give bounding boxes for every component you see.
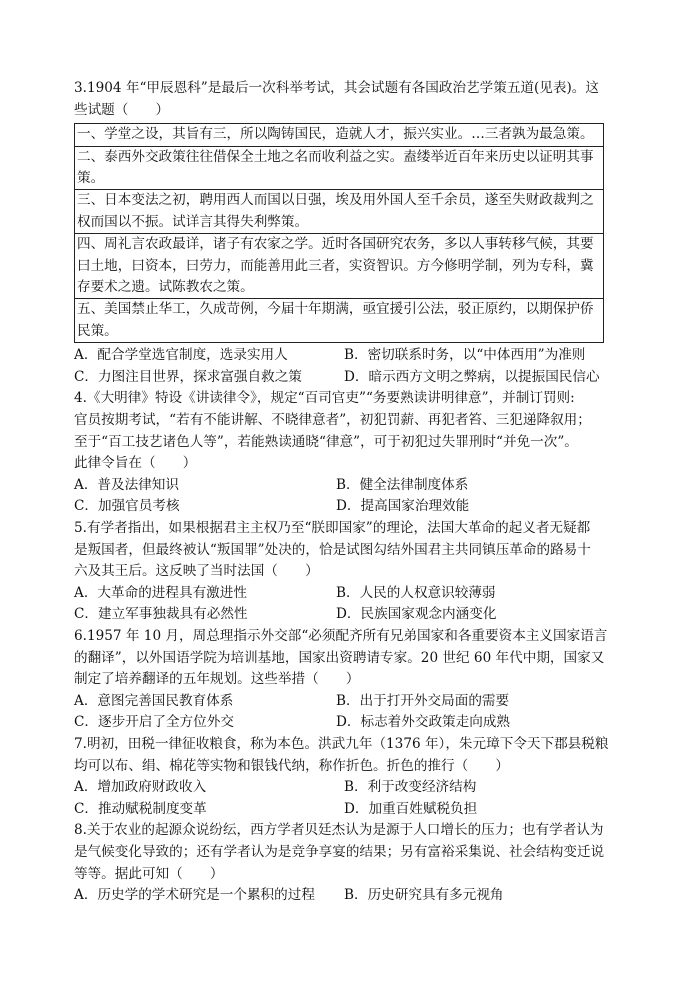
q6-option-a[interactable]: A．意图完善国民教育体系	[74, 692, 234, 709]
q3-option-c[interactable]: C．力图注目世界，探求富强自救之策	[74, 368, 302, 385]
q4-stem-line: 此律令旨在（ ）	[74, 455, 197, 472]
q3-exam-topics-table	[74, 123, 604, 343]
q4-options-row	[74, 475, 634, 497]
table-cell: 三、日本变法之初，聘用西人而国以日强，埃及用外国人至千余员，遂至失财政裁判之权而国以不振。试详言其得失利弊策。	[75, 190, 604, 234]
q5-stem-line: 六及其王后。这反映了当时法国（ ）	[74, 563, 319, 580]
q7-stem-line: 7.明初，田税一律征收粮食，称为本色。洪武九年（1376 年），朱元璋下令天下郡县税粮	[74, 735, 609, 752]
table-row	[75, 146, 604, 190]
q7-option-b[interactable]: B．利于改变经济结构	[344, 779, 477, 796]
q6-options-row	[74, 691, 634, 713]
q7-stem-line: 均可以布、绢、棉花等实物和银钱代纳，称作折色。折色的推行（ ）	[74, 757, 509, 774]
q5-option-c[interactable]: C．建立军事独裁具有必然性	[74, 606, 248, 623]
q6-option-c[interactable]: C．逐步开启了全方位外交	[74, 714, 234, 731]
q8-stem-line: 等等。据此可知（ ）	[74, 865, 224, 882]
q4-option-a[interactable]: A．普及法律知识	[74, 476, 179, 493]
q4-stem-line: 官员按期考试，“若有不能讲解、不晓律意者”，初犯罚薪、再犯者笞、三犯递降叙用；	[74, 412, 591, 429]
q7-option-d[interactable]: D．加重百姓赋税负担	[344, 800, 478, 817]
q8-option-b[interactable]: B．历史研究具有多元视角	[344, 887, 504, 904]
q4-stem-line: 至于“百工技艺诸色人等”，若能熟读通晓“律意”，可于初犯过失罪刑时“并免一次”。	[74, 433, 578, 450]
table-cell: 四、周礼言农政最详，诸子有农家之学。近时各国研究农务，多以人事转移气候，其要曰土地，曰资本，曰劳力，而能善用此三者，实资智识。方今修明学制，列为专科，冀存要术之遗。试陈教农之策。	[75, 234, 604, 299]
table-cell: 一、学堂之设，其旨有三，所以陶铸国民，造就人才，振兴实业。…三者孰为最急策。	[75, 124, 604, 146]
q3-option-a[interactable]: A．配合学堂选官制度，选录实用人	[74, 347, 288, 364]
q3-options-row	[74, 345, 634, 367]
table-cell: 二、泰西外交政策往往借保全土地之名而收利益之实。盍缕举近百年来历史以证明其事策。	[75, 146, 604, 190]
table-row	[75, 124, 604, 146]
q6-options-row	[74, 712, 634, 734]
table-row	[75, 234, 604, 299]
q8-stem-line: 8.关于农业的起源众说纷纭，西方学者贝廷杰认为是源于人口增长的压力；也有学者认为	[74, 822, 604, 839]
q3-options-row	[74, 367, 634, 389]
table-row	[75, 190, 604, 234]
q4-option-c[interactable]: C．加强官员考核	[74, 498, 180, 515]
q6-stem-line: 6.1957 年 10 月，周总理指示外交部“必须配齐所有兄弟国家和各重要资本主义国家语言	[74, 627, 608, 644]
q5-stem-line: 5.有学者指出，如果根据君主主权乃至“朕即国家”的理论，法国大革命的起义者无疑都	[74, 520, 591, 536]
q6-stem-line: 制定了培养翻译的五年规划。这些举措（ ）	[74, 671, 360, 688]
q5-option-a[interactable]: A．大革命的进程具有激进性	[74, 584, 247, 601]
q7-options-row	[74, 777, 634, 799]
q5-stem-line: 是叛国者，但最终被认“叛国罪”处决的，恰是试图勾结外国君主共同镇压革命的路易十	[74, 541, 591, 558]
table-row	[75, 299, 604, 343]
q6-option-b[interactable]: B．出于打开外交局面的需要	[336, 692, 510, 709]
q5-option-d[interactable]: D．民族国家观念内涵变化	[336, 606, 497, 623]
q4-stem-line: 4.《大明律》特设《讲读律令》，规定“百司官吏”“务要熟读讲明律意”，并制订罚则:	[74, 390, 575, 407]
q5-option-b[interactable]: B．人民的人权意识较薄弱	[336, 584, 496, 601]
q5-options-row	[74, 604, 634, 626]
q3-option-b[interactable]: B．密切联系时务，以“中体西用”为准则	[344, 347, 586, 364]
q3-option-d[interactable]: D．暗示西方文明之弊病，以提振国民信心	[344, 368, 600, 385]
q3-stem-line: 3.1904 年“甲辰恩科”是最后一次科举考试，其会试题有各国政治艺学策五道(见表)。这	[74, 80, 599, 96]
q7-options-row	[74, 799, 634, 821]
q3-stem-line: 些试题（ ）	[74, 101, 170, 118]
q6-stem-line: 的翻译”，以外国语学院为培训基地，国家出资聘请专家。20 世纪 60 年代中期，国家又	[74, 649, 605, 666]
table-cell: 五、美国禁止华工，久成苛例，今届十年期满，亟宜援引公法，驳正原约，以期保护侨民策。	[75, 299, 604, 343]
q7-option-c[interactable]: C．推动赋税制度变革	[74, 800, 207, 817]
q5-options-row	[74, 583, 634, 605]
q8-stem-line: 是气候变化导致的；还有学者认为是竞争享宴的结果；另有富裕采集说、社会结构变迁说	[74, 843, 605, 860]
q6-option-d[interactable]: D．标志着外交政策走向成熟	[336, 714, 511, 731]
q8-option-a[interactable]: A．历史学的学术研究是一个累积的过程	[74, 887, 315, 904]
q7-option-a[interactable]: A．增加政府财政收入	[74, 779, 207, 796]
q4-option-b[interactable]: B．健全法律制度体系	[336, 476, 469, 493]
q8-options-row	[74, 885, 634, 907]
q4-options-row	[74, 496, 634, 518]
exam-page	[74, 78, 634, 907]
q4-option-d[interactable]: D．提高国家治理效能	[336, 498, 470, 515]
